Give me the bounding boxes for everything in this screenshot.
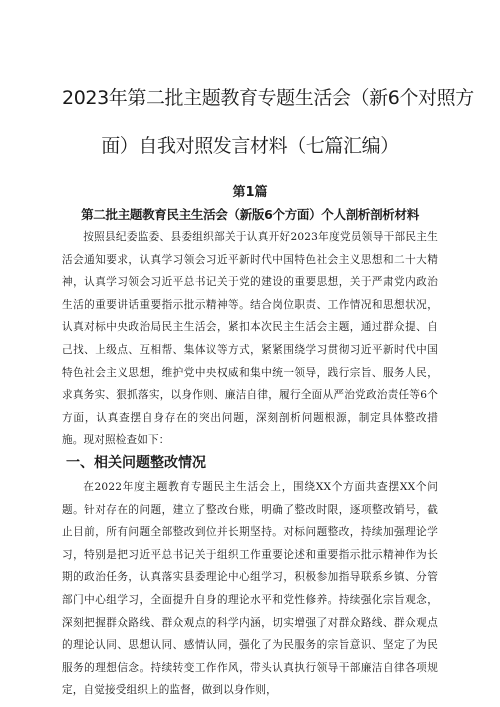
chapter-title: 第二批主题教育民主生活会（新版6个方面）个人剖析剖析材料 (81, 207, 419, 222)
intro-paragraph: 按照县纪委监委、县委组织部关于认真开好2023年度党员领导干部民主生活会通知要求，认真学习领会习近平新时代中国特色社会主义思想和二十大精神，认真学习领会习近平总书记关于党的建设的重要思想，关于严肃党内政治生活的重要讲话重要指示批示精神等。结合岗位职责、工作情况和思想状况，认真对标中央政治局民主生活会，紧扣本次民主生活会主题，通过群众提、自己找、上级点、互相帮、集体议等方式，紧紧围绕学习贯彻习近平新时代中国特色社会主义思想，维护党中央权威和集中统一领导，践行宗旨、服务人民，求真务实、狠抓落实，以身作则、廉洁自律，履行全面从严治党政治责任等6个方面，认真查摆自身存在的突出问题，深刻剖析问题根源，制定具体整改措施。现对照检查如下： (62, 231, 438, 447)
section-heading-1: 一、相关问题整改情况 (66, 454, 206, 471)
document-title-line-2: 面）自我对照发言材料（七篇汇编） (101, 135, 399, 157)
section-1-paragraph: 在2022年度主题教育专题民主生活会上，围绕XX个方面共查摆XX个问题。针对存在的问题，建立了整改台账，明确了整改时限，逐项整改销号，截止目前，所有问题全部整改到位并长期坚持。对标问题整改，持续加强理论学习，特别是把习近平总书记关于组织工作重要论述和重要指示批示精神作为长期的政治任务，认真落实县委理论中心组学习，积极参加指导联系乡镇、分管部门中心组学习，全面提升自身的理论水平和党性修养。持续强化宗旨观念，深刻把握群众路线、群众观点的科学内涵，切实增强了对群众路线、群众观点的理论认同、思想认同、感情认同，强化了为民服务的宗旨意识、坚定了为民服务的理想信念。持续转变工作作风，带头认真执行领导干部廉洁自律各项规定，自觉接受组织上的监督，做到以身作则， (62, 480, 438, 697)
document-title-line-1: 2023年第二批主题教育专题生活会（新6个对照方 (62, 87, 474, 109)
chapter-number: 第1篇 (232, 185, 268, 200)
